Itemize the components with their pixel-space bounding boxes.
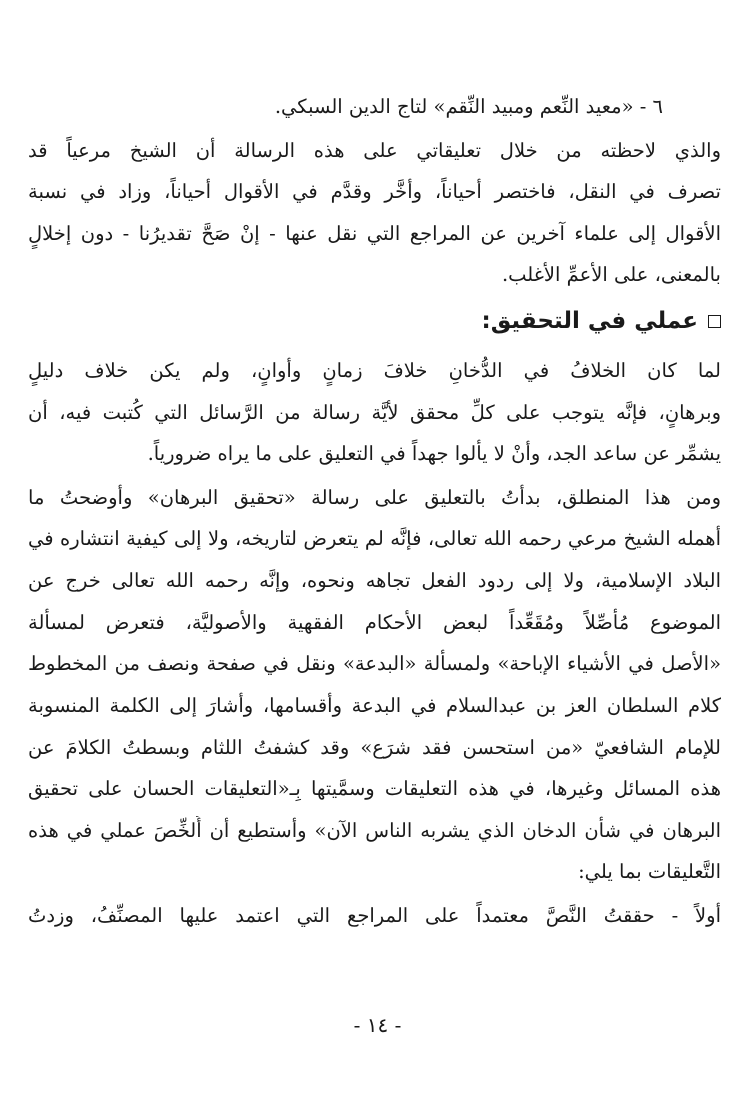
paragraph-line: يشمِّر عن ساعد الجد، وأنْ لا يألوا جهداً في التعليق على ما يراه ضرورياً. [147,442,721,465]
paragraph-line: وبرهانٍ، فإنَّه يتوجب على كلِّ محقق لأيَّة رسالة من الرَّسائل التي كُتبت فيه، أن [28,401,721,424]
paragraph-line: والذي لاحظته من خلال تعليقاتي على هذه الرسالة أن الشيخ مرعياً قد [28,139,721,162]
paragraph-line: «الأصل في الأشياء الإباحة» ولمسألة «البدعة» ونقل في صفحة ونصف من المخطوط [28,652,721,675]
page-number: - ١٤ - [353,1013,402,1037]
paragraph-line: تصرف في النقل، فاختصر أحياناً، وأخَّر وقدَّم في الأقوال أحياناً، وزاد في نسبة [28,180,721,203]
paragraph-line: بالمعنى، على الأعمِّ الأغلب. [501,263,721,286]
paragraph-line: للإمام الشافعيّ «من استحسن فقد شرَع» وقد كشفتُ اللثام وبسطتُ الكلامَ عن [28,736,721,759]
list-item-text: ٦ - «معيد النِّعم ومبيد النِّقم» لتاج الدين السبكي. [274,95,663,118]
paragraph-line: أولاً - حققتُ النَّصَّ معتمداً على المراجع التي اعتمد عليها المصنِّفُ، وزدتُ [28,904,721,927]
paragraph-line: أهمله الشيخ مرعي رحمه الله تعالى، فإنَّه لم يتعرض لتاريخه، ولا إلى كيفية انتشاره في [28,527,721,550]
square-bullet-icon [708,315,721,328]
section-heading [28,306,721,336]
paragraph-line: هذه المسائل وغيرها، في هذه التعليقات وسمَّيتها بِـ«التعليقات الحسان على تحقيق [28,777,721,800]
paragraph-line: التَّعليقات بما يلي: [578,860,721,883]
section-heading-text: عملي في التحقيق: [481,308,698,334]
paragraph-line: الموضوع مُأصِّلاً ومُقَعِّداً لبعض الأحكام الفقهية والأصوليَّة، فتعرض لمسألة [28,611,721,634]
paragraph-line: الأقوال إلى علماء آخرين عن المراجع التي نقل عنها - إنْ صَحَّ تقديرُنا - دون إخلالٍ [28,222,721,245]
paragraph-line: البلاد الإسلامية، ولا إلى ردود الفعل تجاهه ونحوه، وإنَّه رحمه الله تعالى خرج عن [28,569,721,592]
paragraph-line: البرهان في شأن الدخان الذي يشربه الناس الآن» وأستطيع أن أُلخِّصَ عملي في هذه [28,819,721,842]
paragraph-line: لما كان الخلافُ في الدُّخانِ خلافَ زمانٍ وأوانٍ، ولم يكن خلاف دليلٍ [28,359,721,382]
paragraph-line: كلام السلطان العز بن عبدالسلام في البدعة وأقسامها، وأشارَ إلى الكلمة المنسوبة [28,694,721,717]
paragraph-line: ومن هذا المنطلق، بدأتُ بالتعليق على رسالة «تحقيق البرهان» وأوضحتُ ما [28,486,721,509]
